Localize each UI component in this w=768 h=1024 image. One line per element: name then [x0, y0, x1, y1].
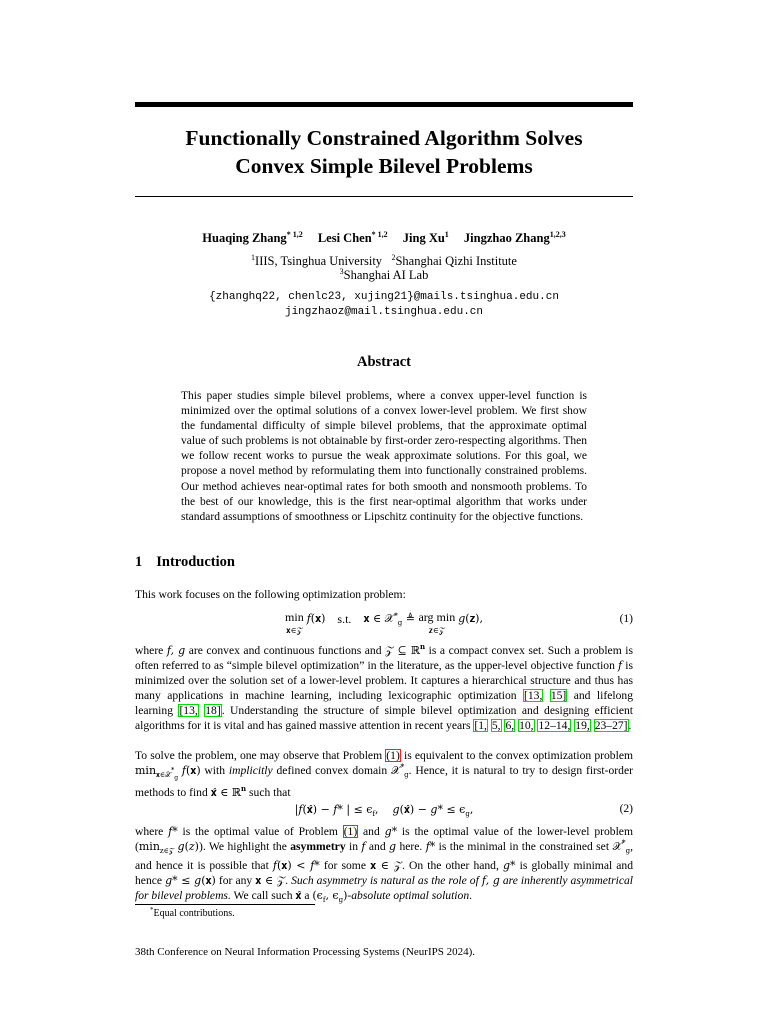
- equation-reference[interactable]: (1): [386, 749, 400, 762]
- abstract-heading: Abstract: [357, 354, 411, 370]
- citation-link[interactable]: [13,: [524, 688, 543, 702]
- equation-2-number: (2): [619, 803, 633, 815]
- footnote: *Equal contributions.: [150, 906, 235, 919]
- citation-link[interactable]: 19,: [575, 718, 590, 732]
- author: Huaqing Zhang$^{* 1,2}$: [202, 230, 303, 245]
- conference-note: 38th Conference on Neural Information Processing Systems (NeurIPS 2024).: [135, 946, 476, 958]
- footnote-rule: [135, 904, 315, 905]
- equation-2-body: |f(𝐱̂) − f* | ≤ $\epsilon_f$, g(𝐱̂) − $g* \le \epsilon_g$,: [294, 803, 474, 819]
- author: Jing Xu$^1$: [402, 230, 449, 245]
- intro-paragraph-4: where f* is the optimal value of Problem (1) and g* is the optimal value of the lower-level problem ($\min_{z\in 𝒵}$ g(z)). We highlight the asymmetry in f and g here. f* is the minimal in the constrained set 𝒳*$_g$, and hence it is possible that f(𝐱) < f* for some 𝐱 ∈ 𝒵. On the other hand, g* is globally minimal and hence g* ≤ g(𝐱) for any 𝐱 ∈ 𝒵. Such asymmetry is natural as the role of f, g are inherently asymmetrical for bilevel problems. We call such 𝐱̂ a ($\epsilon_f$, $\epsilon_g$)-absolute optimal solution.: [135, 825, 634, 904]
- affiliation-line-1: $^1$IIIS, Tsinghua University $^2$Shanghai Qizhi Institute: [251, 253, 517, 268]
- equation-1-body: min 𝐱∈𝒵 f(𝐱) s.t. 𝐱 ∈ 𝒳*$_g$ ≜ arg min 𝐳∈𝒵 g(𝐳),: [285, 610, 483, 635]
- citation-link[interactable]: 12–14,: [538, 718, 571, 732]
- equation-1-number: (1): [619, 613, 633, 625]
- citation-link[interactable]: 15]: [550, 688, 567, 702]
- intro-paragraph-2: where f, g are convex and continuous functions and 𝒵 ⊆ ℝ$^n$ is a compact convex set. Such a problem is often referred to as “simple bilevel optimization” in the literature, as the upper-level objective function f is minimized over the solution set of a lower-level problem. It captures a hierarchical structure and thus has many applications in machine learning, including lexicographic optimization [13, 15] and lifelong learning [13, 18]. Understanding the structure of simple bilevel optimization and designing efficient algorithms for it is vital and has gained massive attention in recent years [1, 5, 6, 10, 12–14, 19, 23–27].: [135, 642, 634, 732]
- email-line[interactable]: {zhanghq22, chenlc23, xujing21}@mails.tsinghua.edu.cn: [209, 291, 559, 303]
- paper-title: Functionally Constrained Algorithm Solves Convex Simple Bilevel Problems: [185, 126, 583, 178]
- title-bottom-rule: [135, 196, 633, 197]
- citation-link[interactable]: 6,: [505, 718, 515, 732]
- author-emails: [135, 290, 633, 320]
- equation-reference[interactable]: (1): [343, 825, 358, 838]
- abstract-text: This paper studies simple bilevel problems, where a convex upper-level function is minimized over the optimal solutions of a convex lower-level problem. We first show the fundamental difficulty of simple bilevel problems, that the approximate optimal value of such problems is not obtainable by first-order zero-respecting algorithms. Then we follow recent works to pursue the weak approximate solutions. For this goal, we propose a novel method by reformulating them into functionally constrained problems. Our method achieves near-optimal rates for both smooth and nonsmooth problems. To the best of our knowledge, this is the first near-optimal algorithm that works under standard assumptions of smoothness or Lipschitz continuity for the objective functions.: [181, 390, 587, 523]
- citation-link[interactable]: 18]: [205, 703, 221, 717]
- author: Lesi Chen$^{* 1,2}$: [317, 230, 388, 245]
- citation-link[interactable]: [13,: [179, 703, 198, 717]
- top-rule: [135, 102, 633, 107]
- equation-2: [135, 801, 633, 819]
- citation-link[interactable]: [1,: [474, 718, 487, 732]
- email-line[interactable]: jingzhaoz@mail.tsinghua.edu.cn: [284, 306, 484, 318]
- author: Jingzhao Zhang$^{1,2,3}$: [463, 230, 566, 245]
- author-list: [135, 230, 633, 246]
- intro-paragraph-3: To solve the problem, one may observe that Problem (1) is equivalent to the convex optimization problem $\min_{𝐱\in 𝒳^*_g}$ f(𝐱) with implicitly defined convex domain 𝒳*$_g$. Hence, it is natural to try to design first-order methods to find 𝐱̂ ∈ ℝ$^n$ such that: [135, 749, 633, 800]
- citation-link[interactable]: 5,: [491, 718, 501, 732]
- equation-1: [135, 611, 633, 637]
- section-heading: 1 Introduction: [135, 554, 235, 570]
- intro-paragraph-1: This work focuses on the following optimization problem:: [135, 588, 406, 601]
- citation-link[interactable]: 23–27]: [594, 718, 628, 732]
- affiliation-line-2: $^3$Shanghai AI Lab: [339, 267, 429, 282]
- citation-link[interactable]: 10,: [519, 718, 534, 732]
